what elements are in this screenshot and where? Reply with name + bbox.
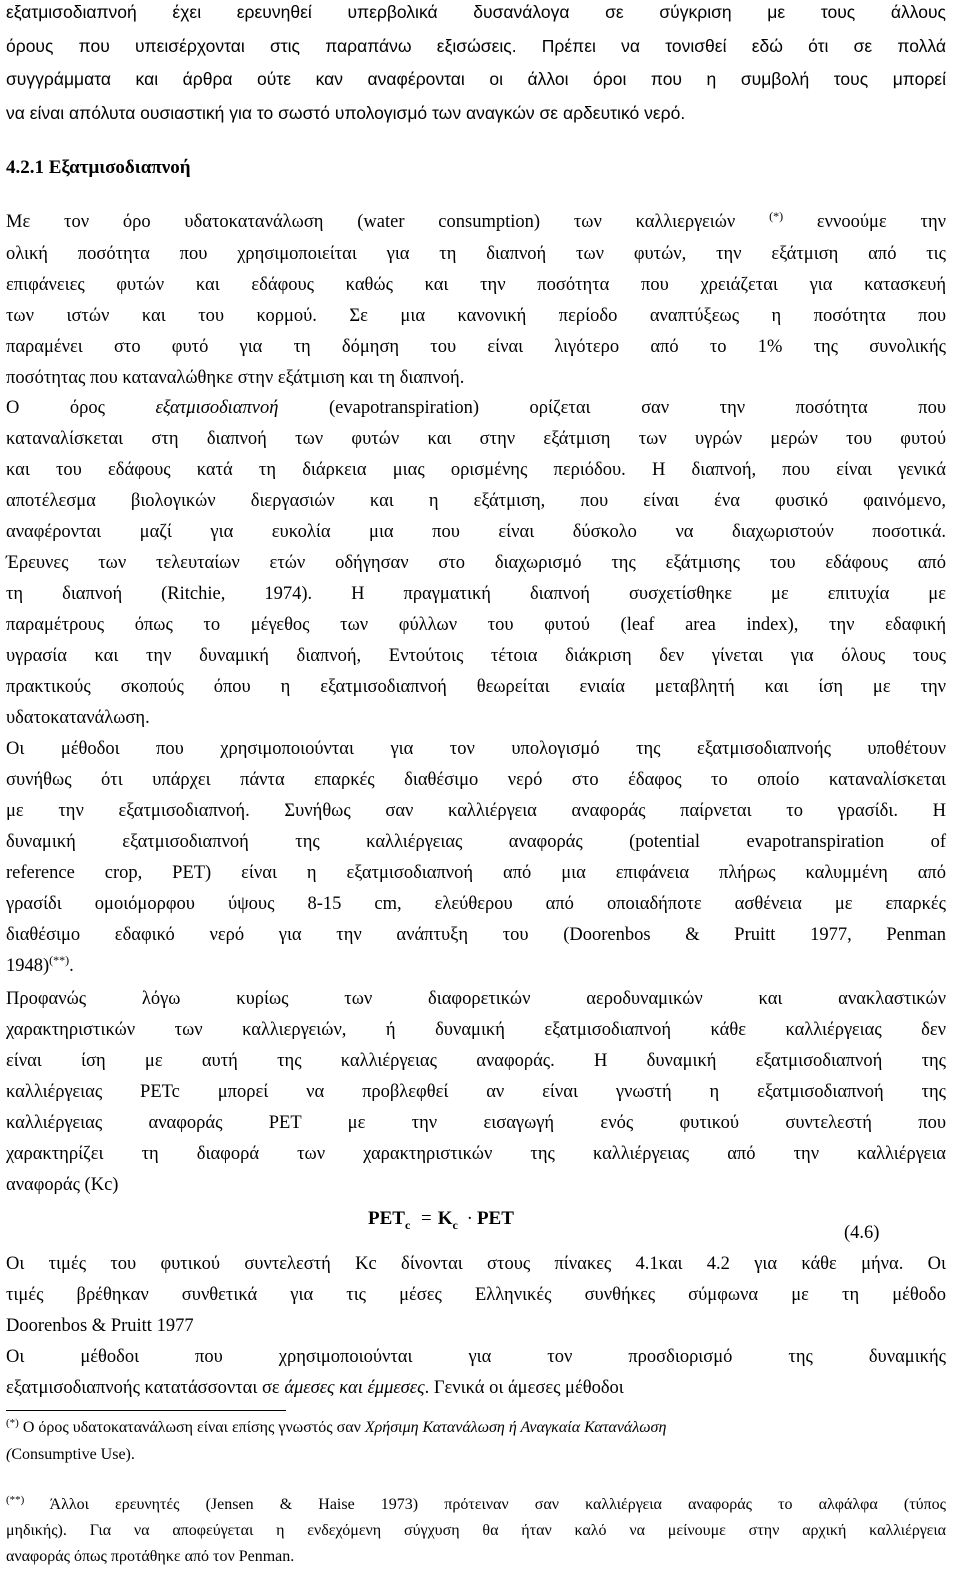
- p2-line-1: Ο όρος εξατμισοδιαπνοή (evapotranspiration) ορίζεται σαν την ποσότητα που: [6, 398, 947, 418]
- footnote-rule: [6, 1410, 286, 1411]
- p5-line: Οι τιμές του φυτικού συντελεστή Kc δίνονται στους πίνακες 4.1και 4.2 για κάθε μήνα. Οι: [6, 1254, 946, 1274]
- p6-line-last: εξατμισοδιαπνοής κατατάσσονται σε άμεσες και έμμεσες. Γενικά οι άμεσες μέθοδοι: [6, 1378, 624, 1398]
- term-evapotranspiration: εξατμισοδιαπνοή: [155, 398, 279, 418]
- intro-line-3: συγγράμματα και άρθρα ούτε καν αναφέρονται οι άλλοι όροι που η συμβολή τους μπορεί: [6, 69, 946, 89]
- intro-line-1: εξατμισοδιαπνοή έχει ερευνηθεί υπερβολικά δυσανάλογα σε σύγκριση με τους άλλους: [6, 2, 946, 22]
- p3-line: διαθέσιμο εδαφικό νερό για την ανάπτυξη του (Doorenbos & Pruitt 1977, Penman: [6, 925, 946, 945]
- p4-line: είναι ίση με αυτή της καλλιέργειας αναφοράς. Η δυναμική εξατμισοδιαπνοή της: [6, 1051, 946, 1071]
- intro-line-2: όρους που υπεισέρχονται στις παραπάνω εξισώσεις. Πρέπει να τονισθεί εδώ ότι σε πολλά: [6, 36, 946, 56]
- p3-line: reference crop, PET) είναι η εξατμισοδιαπνοή από μια επιφάνεια πλήρως καλυμμένη από: [6, 863, 946, 883]
- p1-line: ολική ποσότητα που χρησιμοποιείται για τη διαπνοή των φυτών, την εξάτμιση από τις: [6, 244, 946, 264]
- p1-line: παραμένει στο φυτό για τη δόμηση του είναι λιγότερο από το 1% της συνολικής: [6, 337, 946, 357]
- p2-line: υγρασία και την δυναμική διαπνοή, Εντούτοις τέτοια διάκριση δεν γίνεται για όλους τους: [6, 646, 946, 666]
- p6-line-1: Οι μέθοδοι που χρησιμοποιούνται για τον προσδιορισμό της δυναμικής: [6, 1347, 946, 1367]
- p2-line: αποτέλεσμα βιολογικών διεργασιών και η εξάτμιση, που είναι ένα φυσικό φαινόμενο,: [6, 491, 946, 511]
- section-title: 4.2.1 Εξατμισοδιαπνοή: [6, 157, 191, 178]
- p1-line: επιφάνειες φυτών και εδάφους καθώς και την ποσότητα που χρειάζεται για κατασκευή: [6, 275, 946, 295]
- p2-line: πρακτικούς σκοπούς όπου η εξατμισοδιαπνοή θεωρείται ενιαία μεταβλητή και ίση με την: [6, 677, 946, 697]
- p1-line-last: ποσότητας που καταναλώθηκε στην εξάτμιση και τη διαπνοή.: [6, 368, 465, 388]
- equation: $PET_c = K_c$ · PET: [368, 1208, 514, 1232]
- p3-line: συνήθως ότι υπάρχει πάντα επαρκές διαθέσιμο νερό στο έδαφος το οποίο καταναλίσκεται: [6, 770, 946, 790]
- p3-line-last: 1948)(**).: [6, 953, 74, 976]
- p4-line: Προφανώς λόγω κυρίως των διαφορετικών αεροδυναμικών και ανακλαστικών: [6, 989, 946, 1009]
- p2-line: τη διαπνοή (Ritchie, 1974). Η πραγματική διαπνοή συσχετίσθηκε με επιτυχία με: [6, 584, 946, 604]
- p3-line: δυναμική εξατμισοδιαπνοή της καλλιέργειας αναφοράς (potential evapotranspiration of: [6, 832, 946, 852]
- p1-line-1: Με τον όρο υδατοκατανάλωση (water consumption) των καλλιεργειών (*) εννοούμε την: [6, 209, 946, 232]
- p4-line-last: αναφοράς (Kc): [6, 1175, 119, 1195]
- footnote-1-line-2: (Consumptive Use).: [6, 1446, 135, 1463]
- p4-line: καλλιέργειας PETc μπορεί να προβλεφθεί αν είναι γνωστή η εξατμισοδιαπνοή της: [6, 1082, 946, 1102]
- footnote-2: (**) Άλλοι ερευνητές (Jensen & Haise 1973) πρότειναν σαν καλλιέργεια αναφοράς το αλφάλφα (τύπος: [6, 1494, 946, 1513]
- footnote-2-line-2: μηδικής). Για να αποφεύγεται η ενδεχόμενη σύγχυση θα ήταν καλό να μείνουμε στην αρχική καλλιέργεια: [6, 1522, 946, 1539]
- p2-line: αναφέρονται μαζί για ευκολία μια που είναι δύσκολο να διαχωριστούν ποσοτικά.: [6, 522, 946, 542]
- p5-line-last: Doorenbos & Pruitt 1977: [6, 1316, 194, 1336]
- p3-line: Οι μέθοδοι που χρησιμοποιούνται για τον υπολογισμό της εξατμισοδιαπνοής υποθέτουν: [6, 739, 946, 759]
- p2-line: Έρευνες των τελευταίων ετών οδήγησαν στο διαχωρισμό της εξάτμισης του εδάφους από: [6, 553, 946, 573]
- footnote-1: (*) Ο όρος υδατοκατανάλωση είναι επίσης γνωστός σαν Χρήσιμη Κατανάλωση ή Αναγκαία Κατανάλωση: [6, 1417, 667, 1436]
- p2-line: παραμέτρους όπως το μέγεθος των φύλλων του φυτού (leaf area index), την εδαφική: [6, 615, 946, 635]
- footnote-2-line-3: αναφοράς όπως προτάθηκε από τον Penman.: [6, 1548, 295, 1565]
- intro-line-4: να είναι απόλυτα ουσιαστική για το σωστό υπολογισμό των αναγκών σε αρδευτικό νερό.: [6, 103, 686, 123]
- p4-line: καλλιέργειας αναφοράς PET με την εισαγωγή ενός φυτικού συντελεστή που: [6, 1113, 946, 1133]
- p1-line: των ιστών και του κορμού. Σε μια κανονική περίοδο αναπτύξεως η ποσότητα που: [6, 306, 946, 326]
- p2-line-last: υδατοκατανάλωση.: [6, 708, 150, 728]
- p5-line: τιμές βρέθηκαν συνθετικά για τις μέσες Ελληνικές συνθήκες σύμφωνα με τη μέθοδο: [6, 1285, 946, 1305]
- p4-line: χαρακτηρίζει τη διαφορά των χαρακτηριστικών της καλλιέργειας από την καλλιέργεια: [6, 1144, 946, 1164]
- p3-line: με την εξατμισοδιαπνοή. Συνήθως σαν καλλιέργεια αναφοράς παίρνεται το γρασίδι. Η: [6, 801, 946, 821]
- p2-line: και του εδάφους κατά τη διάρκεια μιας ορισμένης περιόδου. Η διαπνοή, που είναι γενικά: [6, 460, 946, 480]
- p3-line: γρασίδι ομοιόμορφου ύψους 8-15 cm, ελεύθερου από οποιαδήποτε ασθένεια με επαρκές: [6, 894, 946, 914]
- p4-line: χαρακτηριστικών των καλλιεργειών, ή δυναμική εξατμισοδιαπνοή κάθε καλλιέργειας δεν: [6, 1020, 946, 1040]
- p2-line: καταναλίσκεται στη διαπνοή των φυτών και στην εξάτμιση των υγρών μερών του φυτού: [6, 429, 946, 449]
- equation-number: (4.6): [844, 1223, 880, 1243]
